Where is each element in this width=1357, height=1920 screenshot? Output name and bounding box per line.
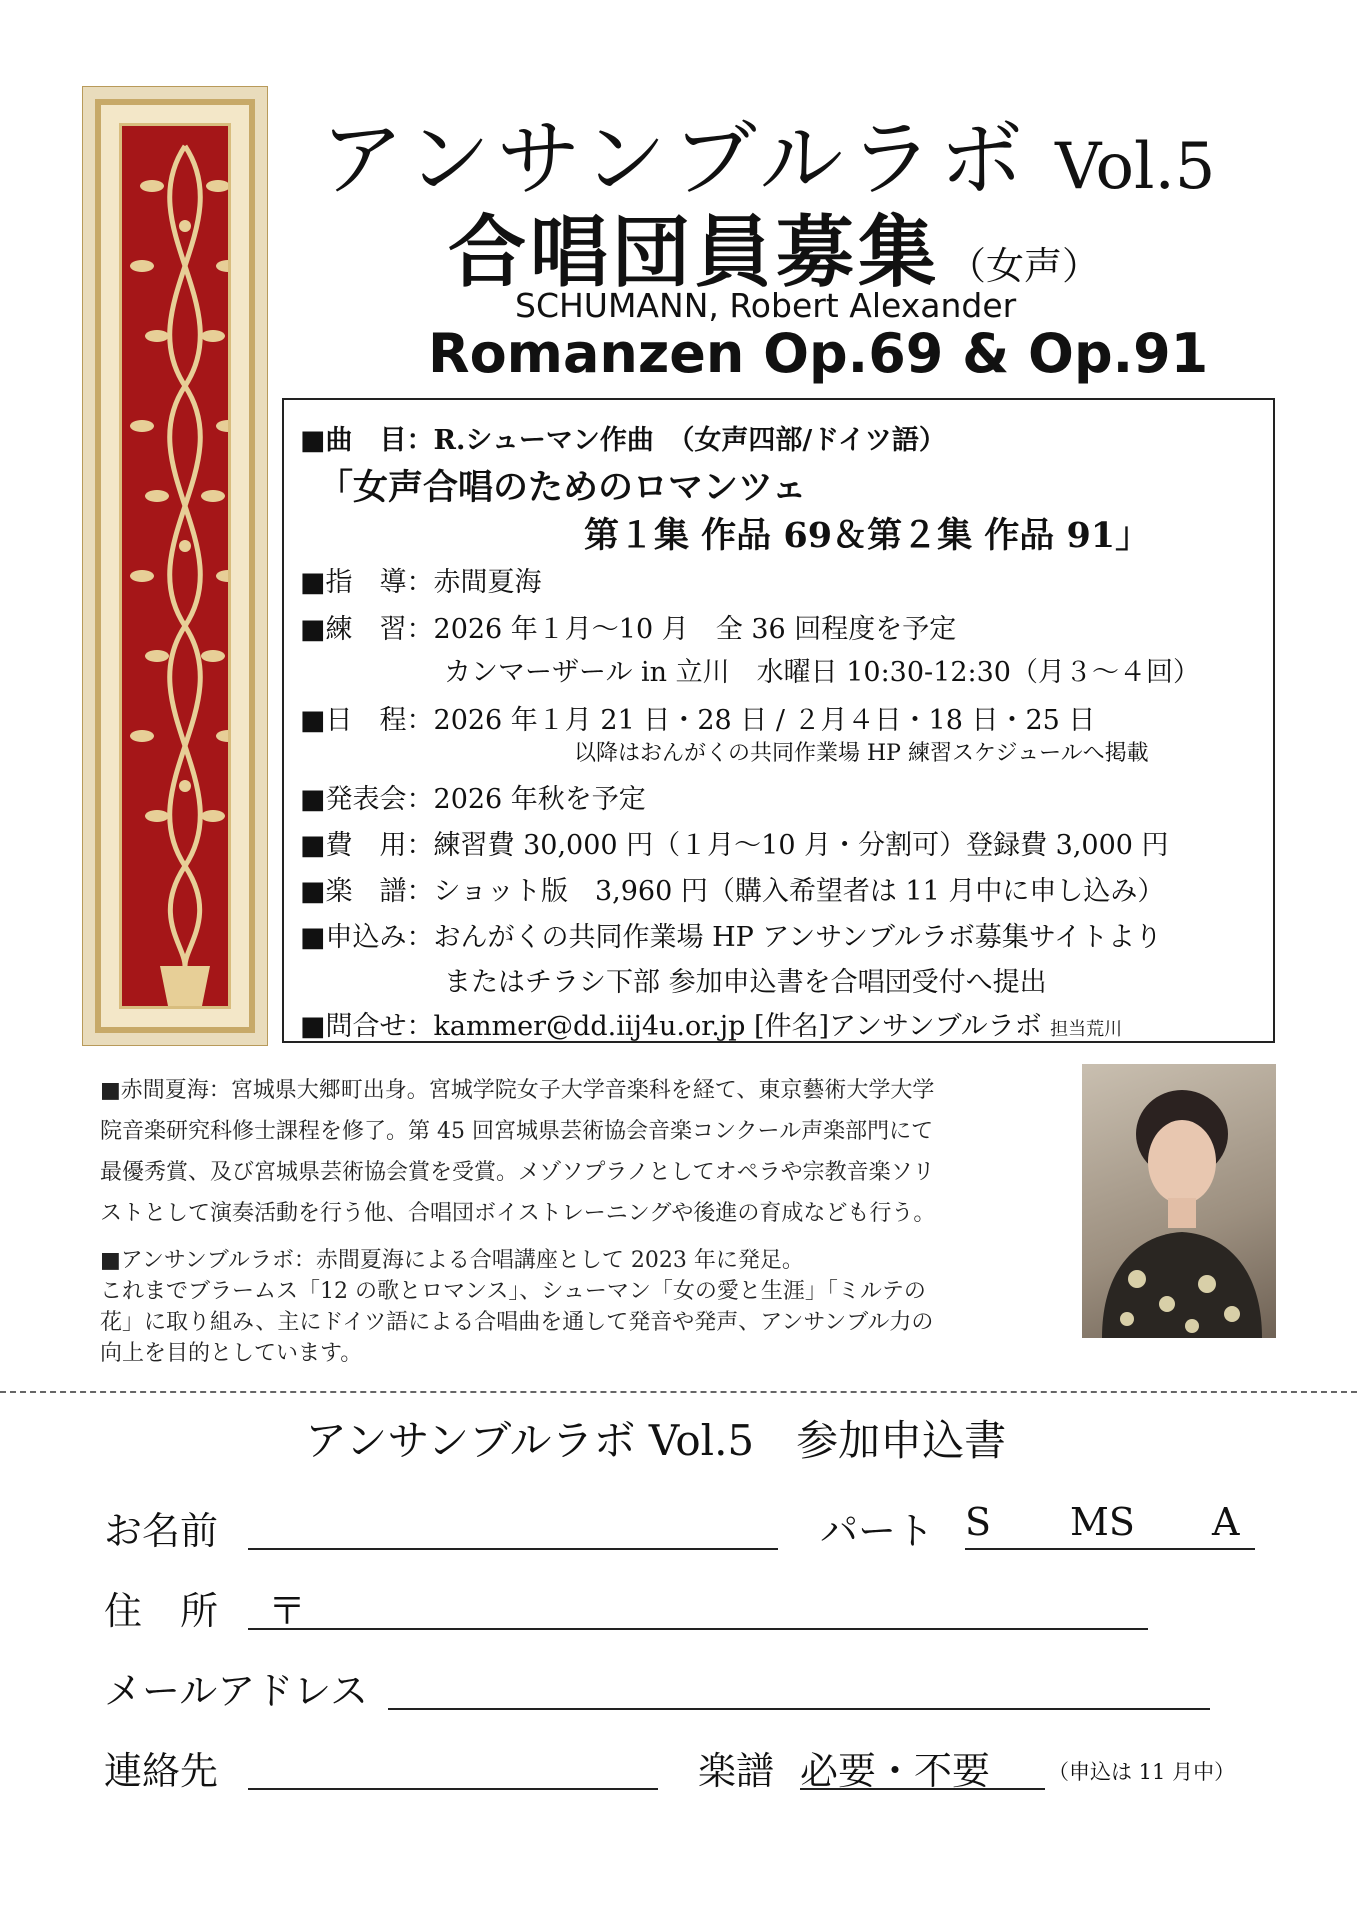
bio-line4: ストとして演奏活動を行う他、合唱団ボイストレーニングや後進の育成なども行う。 (100, 1201, 936, 1226)
piece-label: ■曲 目： (300, 425, 434, 456)
composer-name: SCHUMANN, Robert Alexander (515, 286, 1017, 325)
practice-line1: ■練 習：2026 年１月～10 月 全 36 回程度を予定 (300, 614, 957, 645)
title-text: アンサンブルラボ (320, 110, 1030, 208)
score-choice-line (800, 1788, 1045, 1790)
part-option-s[interactable]: S (965, 1500, 992, 1544)
address-label: 住 所 (104, 1589, 219, 1633)
form-title: アンサンブルラボ Vol.5 参加申込書 (305, 1416, 1007, 1465)
schedule-line1: ■日 程：2026 年１月 21 日・28 日 / ２月４日・18 日・25 日 (300, 705, 1096, 736)
email-field[interactable] (388, 1708, 1210, 1710)
info-box (282, 398, 1275, 1043)
address-field[interactable] (248, 1628, 1148, 1630)
apply-line2: またはチラシ下部 参加申込書を合唱団受付へ提出 (444, 967, 1047, 998)
name-field[interactable] (248, 1548, 778, 1550)
schedule-line2: 以降はおんがくの共同作業場 HP 練習スケジュールへ掲載 (574, 741, 1149, 766)
conductor-photo (1082, 1064, 1276, 1338)
piece-title-line2: 第１集 作品 69＆第２集 作品 91」 (584, 515, 1151, 556)
subtitle-text: 合唱団員募集 (448, 207, 941, 298)
name-label: お名前 (104, 1509, 219, 1553)
concert-line: ■発表会：2026 年秋を予定 (300, 784, 646, 815)
contact-field[interactable] (248, 1788, 658, 1790)
ornament-frame (95, 99, 255, 1033)
piece-line (300, 418, 946, 457)
bio-line2: 院音楽研究科修士課程を修了。第 45 回宮城県芸術協会音楽コンクール声楽部門にて (100, 1119, 934, 1144)
lab-line4: 向上を目的としています。 (100, 1341, 363, 1366)
cut-line (0, 1391, 1357, 1393)
score-label: 楽譜 (698, 1749, 775, 1793)
apply-line1: ■申込み：おんがくの共同作業場 HP アンサンブルラボ募集サイトより (300, 922, 1162, 953)
score-line: ■楽 譜：ショット版 3,960 円（購入希望者は 11 月中に申し込み） (300, 876, 1165, 907)
score-choice[interactable]: 必要・不要 (800, 1749, 991, 1793)
contact-label: 連絡先 (104, 1749, 219, 1793)
score-note: （申込は 11 月中） (1048, 1760, 1236, 1784)
contact-text: ■問合せ：kammer@dd.iij4u.or.jp [件名]アンサンブルラボ (300, 1011, 1042, 1042)
piece-text: R.シューマン作曲 （女声四部/ドイツ語） (433, 425, 946, 456)
bio-line1: ■赤間夏海：宮城県大郷町出身。宮城学院女子大学音楽科を経て、東京藝術大学大学 (100, 1078, 935, 1103)
voice-note: （女声） (948, 244, 1101, 288)
part-option-ms[interactable]: MS (1070, 1500, 1135, 1544)
lab-line1: ■アンサンブルラボ：赤間夏海による合唱講座として 2023 年に発足。 (100, 1248, 804, 1273)
postal-mark: 〒 (268, 1589, 307, 1633)
lab-line3: 花」に取り組み、主にドイツ語による合唱曲を通して発音や発声、アンサンブル力の (100, 1310, 934, 1335)
part-field-line (965, 1548, 1255, 1550)
contact-person: 担当荒川 (1050, 1019, 1123, 1040)
decorative-ornament-panel (82, 86, 268, 1046)
lab-line2: これまでブラームス「12 の歌とロマンス」、シューマン「女の愛と生涯」「ミルテの (100, 1279, 926, 1304)
portrait-icon (1082, 1064, 1276, 1338)
piece-title-line1: 「女声合唱のためのロマンツェ (318, 467, 807, 508)
volume-label: Vol.5 (1055, 130, 1216, 204)
fee-line: ■費 用：練習費 30,000 円（１月～10 月・分割可）登録費 3,000 円 (300, 830, 1169, 861)
vine-ornament-icon (122, 126, 231, 1009)
ornament-vine-pattern (119, 123, 231, 1009)
practice-line2: カンマーザール in 立川 水曜日 10:30-12:30（月３～４回） (444, 657, 1200, 688)
work-title: Romanzen Op.69 & Op.91 (428, 322, 1209, 385)
bio-line3: 最優秀賞、及び宮城県芸術協会賞を受賞。メゾソプラノとしてオペラや宗教音楽ソリ (100, 1160, 935, 1185)
part-option-a[interactable]: A (1212, 1500, 1240, 1544)
email-label: メールアドレス (104, 1669, 369, 1713)
contact-line (300, 1004, 1122, 1043)
part-label: パート (820, 1509, 935, 1553)
conductor-line: ■指 導：赤間夏海 (300, 567, 542, 598)
